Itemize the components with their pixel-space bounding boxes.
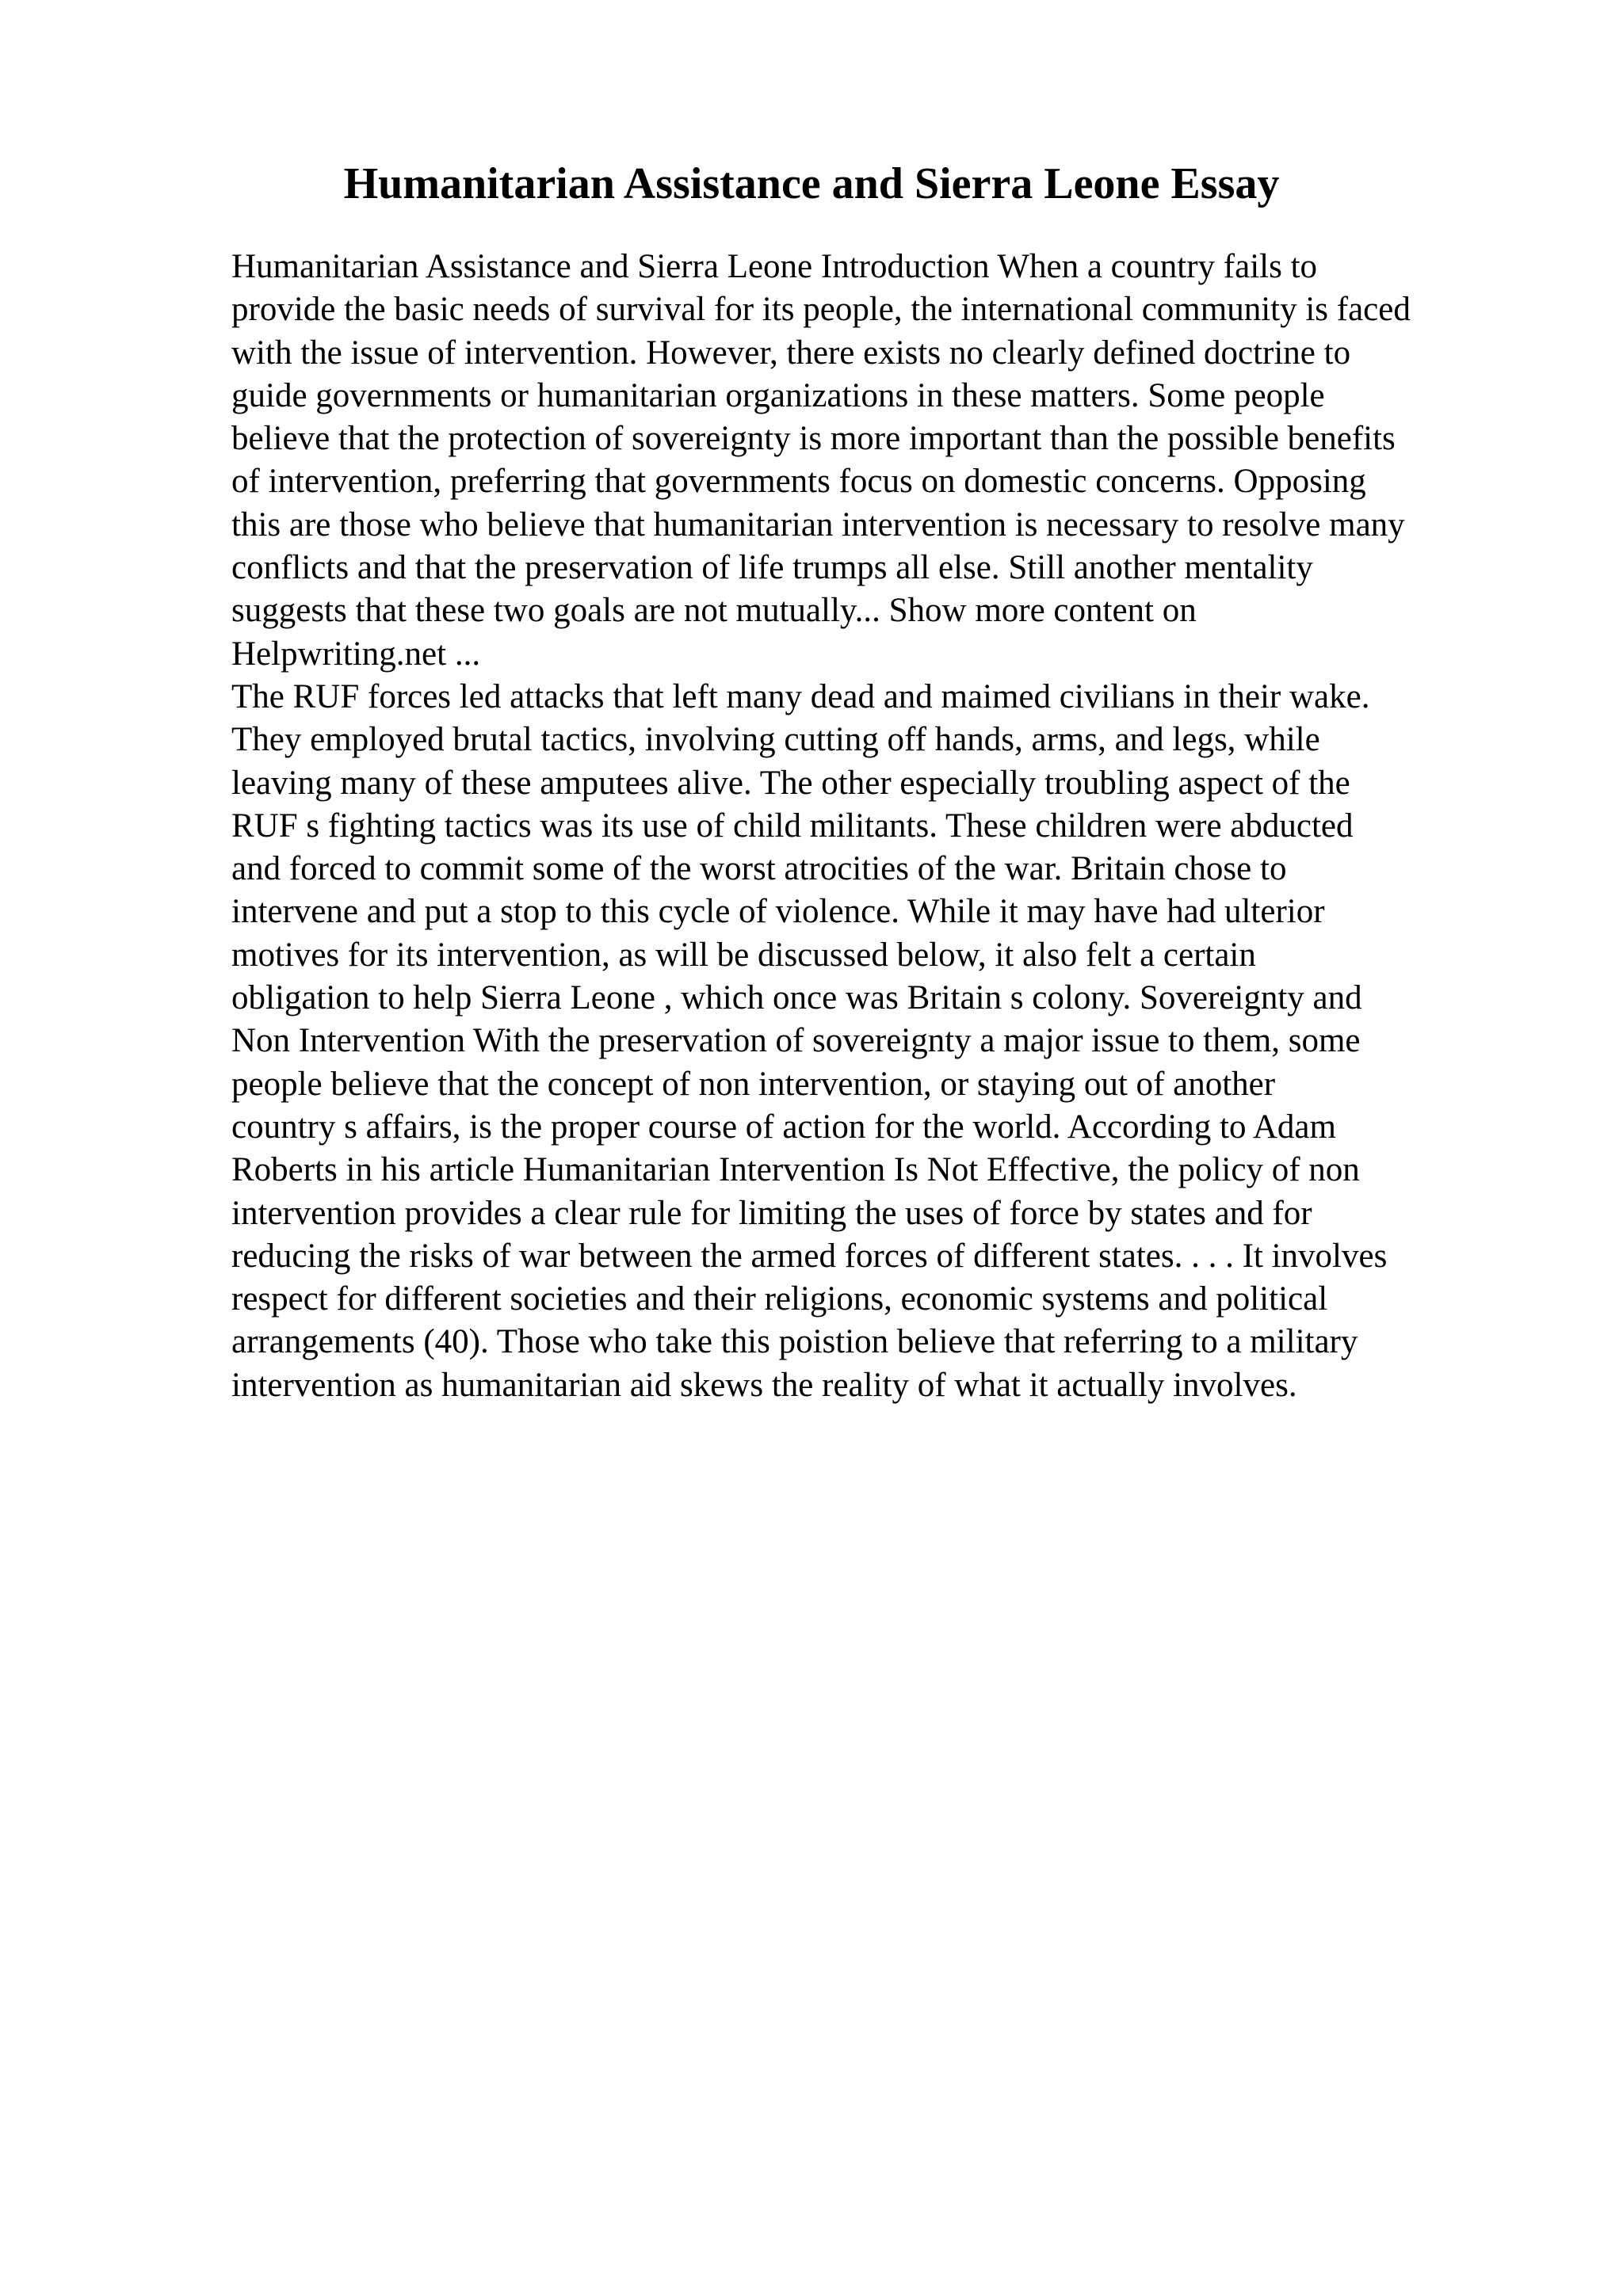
text-line: They employed brutal tactics, involving cutting off hands, arms, and legs, while — [231, 721, 1320, 759]
text-line: intervene and put a stop to this cycle of violence. While it may have had ulterior — [231, 893, 1325, 931]
text-line: reducing the risks of war between the armed forces of different states. . . . It involves — [231, 1237, 1388, 1275]
text-line: Helpwriting.net ... — [231, 635, 481, 673]
text-line: with the issue of intervention. However, there exists no clearly defined doctrine to — [231, 334, 1351, 372]
text-line: obligation to help Sierra Leone , which once was Britain s colony. Sovereignty and — [231, 979, 1362, 1017]
text-line: believe that the protection of sovereignty is more important than the possible benefits — [231, 420, 1396, 458]
text-line: Non Intervention With the preservation of sovereignty a major issue to them, some — [231, 1022, 1361, 1060]
text-line: people believe that the concept of non intervention, or staying out of another — [231, 1065, 1276, 1103]
text-line: conflicts and that the preservation of life trumps all else. Still another mentality — [231, 549, 1313, 587]
document-title: Humanitarian Assistance and Sierra Leone Essay — [343, 159, 1280, 208]
text-line: RUF s fighting tactics was its use of child militants. These children were abducted — [231, 807, 1354, 845]
text-line: arrangements (40). Those who take this poistion believe that referring to a military — [231, 1323, 1358, 1361]
text-line: guide governments or humanitarian organizations in these matters. Some people — [231, 376, 1325, 414]
text-line: this are those who believe that humanitarian intervention is necessary to resolve many — [231, 505, 1405, 543]
text-line: suggests that these two goals are not mutually... Show more content on — [231, 592, 1197, 630]
text-line: Roberts in his article Humanitarian Intervention Is Not Effective, the policy of non — [231, 1151, 1360, 1189]
text-line: provide the basic needs of survival for its people, the international community is faced — [231, 291, 1411, 329]
text-line: The RUF forces led attacks that left many dead and maimed civilians in their wake. — [231, 677, 1370, 715]
document-body — [231, 246, 1515, 1407]
text-line: of intervention, preferring that governments focus on domestic concerns. Opposing — [231, 463, 1366, 501]
text-line: intervention provides a clear rule for limiting the uses of force by states and for — [231, 1194, 1312, 1232]
text-line: country s affairs, is the proper course of action for the world. According to Adam — [231, 1108, 1336, 1146]
text-line: Humanitarian Assistance and Sierra Leone Introduction When a country fails to — [231, 248, 1318, 285]
text-line: respect for different societies and their religions, economic systems and political — [231, 1280, 1328, 1318]
text-line: and forced to commit some of the worst atrocities of the war. Britain chose to — [231, 850, 1287, 888]
text-line: motives for its intervention, as will be discussed below, it also felt a certain — [231, 936, 1256, 974]
text-line: leaving many of these amputees alive. The other especially troubling aspect of the — [231, 764, 1350, 802]
text-line: intervention as humanitarian aid skews the reality of what it actually involves. — [231, 1366, 1297, 1404]
